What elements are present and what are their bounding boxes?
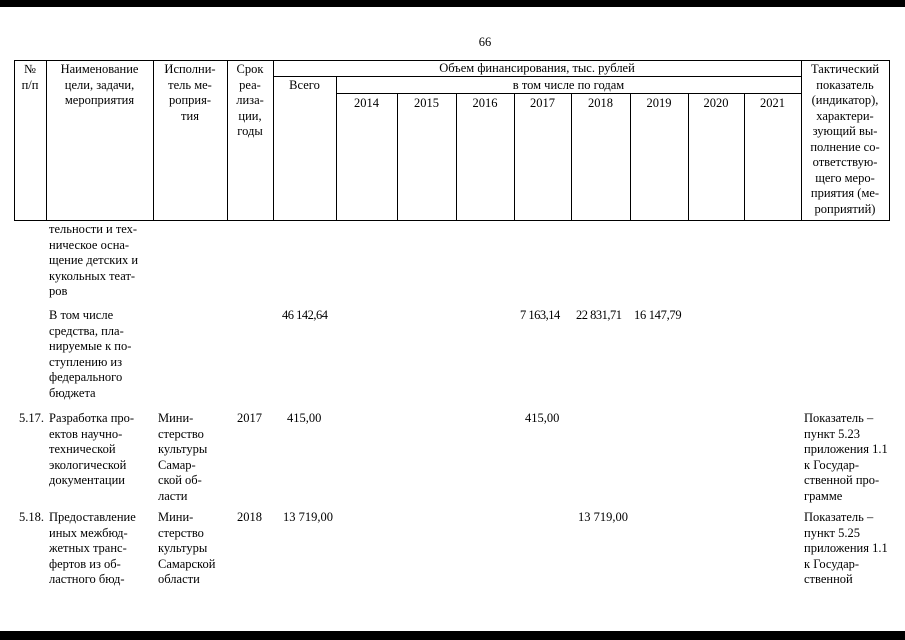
row-indicator: Показатель – пункт 5.23 приложения 1.1 к Государ- ственной про- грамме (804, 411, 888, 503)
header-name: Наименование цели, задачи, мероприятия (60, 62, 139, 107)
row-term: 2018 (237, 510, 262, 524)
header-year-2014: 2014 (354, 96, 379, 110)
row-2018: 22 831,71 (576, 308, 622, 322)
row-name: Разработка про- ектов научно- технической экологической документации (49, 411, 135, 487)
row-term: 2017 (237, 411, 262, 425)
header-year-2017: 2017 (530, 96, 555, 110)
row-name: тельности и тех- ническое осна- щение детских и кукольных теат- ров (49, 222, 139, 298)
header-executor: Исполни- тель ме- роприя- тия (164, 62, 216, 123)
header-total: Всего (289, 78, 320, 92)
row-2018: 13 719,00 (578, 510, 628, 524)
header-year-2020: 2020 (703, 96, 729, 110)
page-number: 66 (478, 35, 492, 49)
row-total: 415,00 (287, 411, 322, 425)
row-num: 5.18. (19, 510, 44, 524)
row-2017: 7 163,14 (520, 308, 560, 322)
header-year-2021: 2021 (760, 96, 785, 110)
header-term: Срок реа- лиза- ции, годы (236, 62, 264, 138)
top-border (0, 0, 905, 7)
header-by-years: в том числе по годам (512, 78, 625, 92)
header-funding: Объем финансирования, тыс. рублей (439, 61, 635, 75)
header-year-2015: 2015 (414, 96, 439, 110)
row-name: В том числе средства, пла- нируемые к по- ступлению из федерального бюджета (49, 308, 132, 400)
header-year-2016: 2016 (472, 96, 498, 110)
row-2017: 415,00 (525, 411, 560, 425)
header-num: № п/п (21, 62, 39, 92)
header-indicator: Тактический показатель (индикатор), характери- зующий вы- полнение со- ответствую- щего меро- приятия (ме- роприятий) (810, 62, 880, 216)
header-year-2018: 2018 (588, 96, 613, 110)
row-name: Предоставление иных межбюд- жетных транс- фертов из об- ластного бюд- (49, 510, 136, 586)
row-total: 13 719,00 (283, 510, 333, 524)
row-total: 46 142,64 (282, 308, 328, 322)
header-year-2019: 2019 (646, 96, 672, 110)
row-num: 5.17. (19, 411, 44, 425)
bottom-border (0, 631, 905, 640)
row-indicator: Показатель – пункт 5.25 приложения 1.1 к Государ- ственной (804, 510, 888, 586)
row-executor: Мини- стерство культуры Самар- ской об- ласти (158, 411, 208, 503)
row-executor: Мини- стерство культуры Самарской области (158, 510, 216, 586)
row-2019: 16 147,79 (634, 308, 682, 322)
